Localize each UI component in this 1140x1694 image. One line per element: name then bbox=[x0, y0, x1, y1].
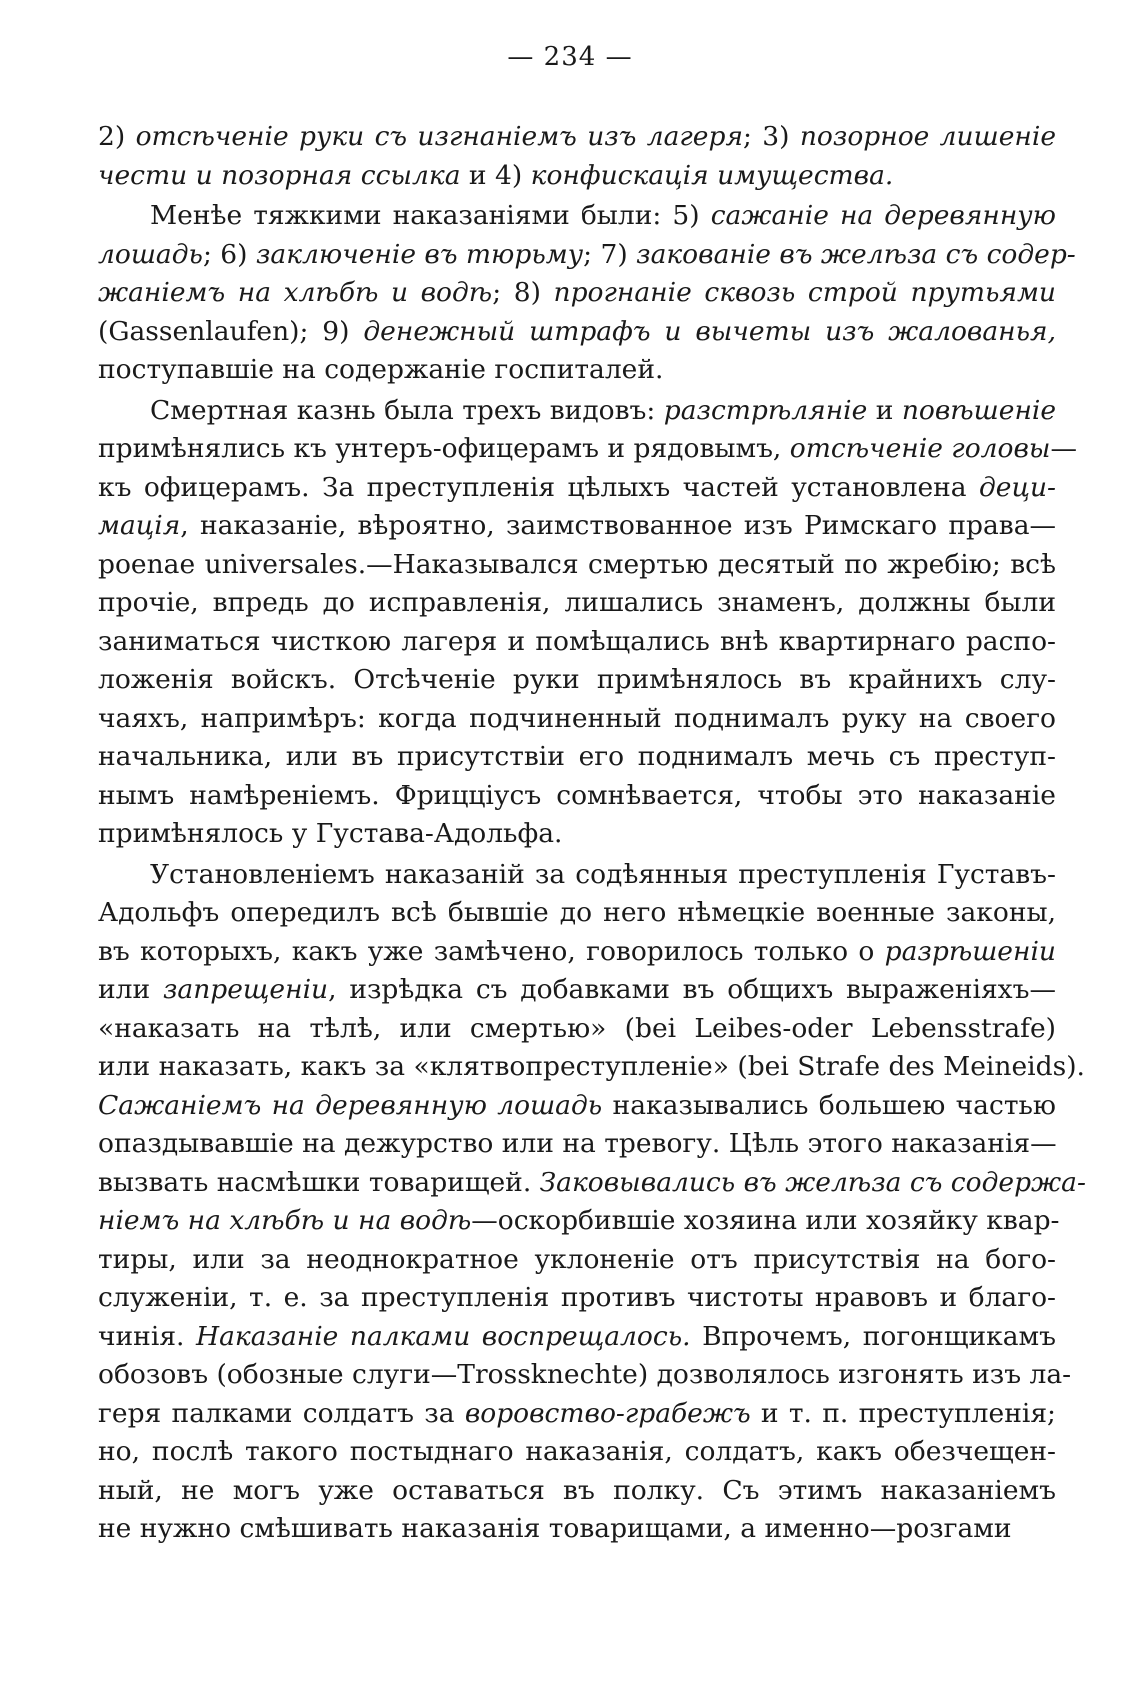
italic-segment: ніемъ на хлѣбѣ и на водѣ bbox=[98, 1205, 472, 1236]
italic-segment: прогнаніе сквозь строй прутьями bbox=[553, 277, 1056, 308]
page-number: — 234 — bbox=[507, 42, 633, 72]
text-segment: обозовъ (обозные слуги—Trossknechte) дозволялось изгонять изъ ла- bbox=[98, 1359, 1072, 1390]
italic-segment: сажаніе на деревянную bbox=[710, 200, 1057, 231]
text-line bbox=[98, 1395, 1056, 1434]
italic-segment: деци- bbox=[979, 471, 1056, 503]
text-segment: или bbox=[98, 974, 163, 1005]
text-segment: ный, не могъ уже оставаться въ полку. Съ этимъ наказаніемъ bbox=[98, 1474, 1056, 1506]
body-text bbox=[98, 118, 1086, 1549]
text-segment: Адольфъ опередилъ всѣ бывшіе до него нѣмецкіе военные законы, bbox=[98, 897, 1056, 928]
text-segment: примѣнялись къ унтеръ-офицерамъ и рядовымъ, bbox=[98, 433, 790, 464]
text-segment: ; 6) bbox=[202, 238, 256, 270]
text-line bbox=[98, 313, 1056, 352]
text-segment: ; 8) bbox=[492, 277, 554, 308]
paragraph bbox=[98, 392, 1077, 854]
text-segment: , наказаніе, вѣроятно, заимствованное изъ Римскаго права— bbox=[180, 510, 1056, 541]
text-segment: и bbox=[867, 394, 902, 426]
text-line bbox=[98, 584, 1056, 623]
text-segment: тиры, или за неоднократное уклоненіе отъ присутствія на бого- bbox=[98, 1243, 1056, 1275]
paragraph bbox=[98, 118, 1056, 195]
text-line bbox=[98, 157, 1056, 196]
text-segment: чаяхъ, напримѣръ: когда подчиненный поднималъ руку на своего bbox=[98, 702, 1056, 734]
text-segment: къ офицерамъ. За преступленія цѣлыхъ частей установлена bbox=[98, 471, 979, 503]
text-segment: служеніи, т. е. за преступленія противъ чистоты нравовъ и благо- bbox=[98, 1282, 1056, 1313]
italic-segment: отсѣченіе головы bbox=[789, 433, 1051, 464]
text-segment: «наказать на тѣлѣ, или смертью» (bei Leibes-oder Lebensstrafe) bbox=[98, 1012, 1056, 1044]
text-segment: , изрѣдка съ добавками въ общихъ выраженіяхъ— bbox=[328, 974, 1056, 1005]
text-line bbox=[98, 1164, 1086, 1203]
text-segment: 2) bbox=[98, 121, 136, 152]
text-line bbox=[98, 118, 1056, 157]
text-line bbox=[98, 894, 1056, 933]
text-segment: Смертная казнь была трехъ видовъ: bbox=[150, 394, 664, 426]
italic-segment: заключеніе въ тюрьму bbox=[255, 238, 584, 270]
text-segment: наказывались большею частью bbox=[602, 1089, 1056, 1121]
text-line bbox=[98, 236, 1076, 275]
text-segment: прочіе, впредь до исправленія, лишались знаменъ, должны были bbox=[98, 587, 1056, 618]
text-segment: Установленіемъ наказаній за содѣянныя преступленія Густавъ- bbox=[150, 858, 1056, 890]
italic-segment: воровство-грабежъ bbox=[464, 1397, 751, 1429]
text-segment: но, послѣ такого постыднаго наказанія, солдатъ, какъ обезчещен- bbox=[98, 1436, 1056, 1467]
text-segment: и 4) bbox=[460, 159, 531, 191]
italic-segment: повѣшеніе bbox=[901, 394, 1057, 426]
italic-segment: отсѣченіе руки съ изгнаніемъ изъ лагеря bbox=[135, 121, 743, 152]
text-line bbox=[98, 1125, 1056, 1164]
text-line bbox=[98, 1318, 1056, 1357]
italic-segment: конфискація имущества. bbox=[530, 159, 894, 191]
text-segment: опаздывавшіе на дежурство или на тревогу. Цѣль этого наказанія— bbox=[98, 1128, 1057, 1159]
text-line bbox=[98, 1087, 1056, 1126]
text-line bbox=[98, 933, 1056, 972]
text-line bbox=[98, 351, 1056, 390]
text-segment: нымъ намѣреніемъ. Фрицціусъ сомнѣвается, чтобы это наказаніе bbox=[98, 779, 1056, 811]
text-line bbox=[98, 777, 1056, 816]
text-segment: начальника, или въ присутствіи его поднималъ мечь съ преступ- bbox=[98, 741, 1056, 772]
text-segment: poenae universales.—Наказывался смертью десятый по жребію; всѣ bbox=[98, 548, 1056, 580]
text-segment: ; 3) bbox=[743, 121, 800, 152]
text-line bbox=[98, 623, 1056, 662]
text-segment: и т. п. преступленія; bbox=[750, 1397, 1056, 1429]
italic-segment: разстрѣляніе bbox=[663, 394, 868, 426]
text-segment: Впрочемъ, погонщикамъ bbox=[690, 1320, 1056, 1352]
text-segment: ; 7) bbox=[583, 238, 637, 270]
text-line bbox=[98, 274, 1056, 313]
text-line bbox=[98, 738, 1056, 777]
text-line bbox=[98, 507, 1056, 546]
text-segment: Менѣе тяжкими наказаніями были: 5) bbox=[150, 200, 711, 231]
text-line bbox=[98, 1356, 1072, 1395]
italic-segment: Сажаніемъ на деревянную лошадь bbox=[98, 1089, 603, 1121]
text-line bbox=[98, 971, 1056, 1010]
text-segment: вызвать насмѣшки товарищей. bbox=[98, 1166, 540, 1198]
text-segment: —оскорбившіе хозяина или хозяйку квар- bbox=[471, 1205, 1060, 1236]
italic-segment: запрещеніи bbox=[162, 974, 329, 1005]
text-segment: поступавшіе на содержаніе госпиталей. bbox=[98, 354, 664, 385]
text-line bbox=[98, 700, 1056, 739]
text-line bbox=[98, 1433, 1056, 1472]
text-line bbox=[98, 661, 1056, 700]
text-line bbox=[98, 392, 1056, 431]
paragraph bbox=[98, 856, 1086, 1549]
text-segment: (Gassenlaufen); 9) bbox=[98, 315, 364, 347]
text-line bbox=[98, 1202, 1060, 1241]
italic-segment: Наказаніе палками воспрещалось. bbox=[195, 1320, 691, 1352]
italic-segment: закованіе въ желѣза съ содер- bbox=[636, 238, 1076, 270]
text-segment: геря палками солдатъ за bbox=[98, 1397, 465, 1429]
text-line bbox=[98, 1010, 1056, 1049]
text-segment: чинія. bbox=[98, 1320, 196, 1352]
italic-segment: жаніемъ на хлѣбѣ и водѣ bbox=[98, 277, 493, 308]
paragraph bbox=[98, 197, 1076, 390]
text-line bbox=[98, 856, 1056, 895]
italic-segment: мація bbox=[98, 510, 181, 541]
text-line bbox=[98, 1510, 1056, 1549]
text-segment: въ которыхъ, какъ уже замѣчено, говорилось только о bbox=[98, 935, 885, 967]
italic-segment: позорное лишеніе bbox=[799, 121, 1057, 152]
italic-segment: денежный штрафъ и вычеты изъ жалованья, bbox=[363, 315, 1056, 347]
italic-segment: чести и позорная ссылка bbox=[98, 159, 461, 191]
text-segment: не нужно смѣшивать наказанія товарищами, а именно—розгами bbox=[98, 1513, 1012, 1544]
text-line bbox=[98, 1241, 1056, 1280]
text-line bbox=[98, 1472, 1056, 1511]
text-segment: — bbox=[1050, 433, 1077, 464]
italic-segment: Заковывались въ желѣза съ содержа- bbox=[539, 1166, 1086, 1198]
text-line bbox=[98, 430, 1077, 469]
text-segment: ложенія войскъ. Отсѣченіе руки примѣнялось въ крайнихъ слу- bbox=[98, 664, 1056, 695]
italic-segment: лошадь bbox=[98, 238, 203, 270]
text-segment: заниматься чисткою лагеря и помѣщались внѣ квартирнаго распо- bbox=[98, 625, 1056, 657]
text-line bbox=[98, 1048, 1085, 1087]
text-line bbox=[98, 469, 1056, 508]
text-segment: примѣнялось у Густава-Адольфа. bbox=[98, 818, 563, 849]
text-line bbox=[98, 197, 1056, 236]
text-line bbox=[98, 815, 1056, 854]
italic-segment: разрѣшеніи bbox=[884, 935, 1056, 967]
text-line bbox=[98, 1279, 1056, 1318]
text-segment: или наказать, какъ за «клятвопреступленіе» (bei Strafe des Meineids). bbox=[98, 1051, 1085, 1082]
text-line bbox=[98, 546, 1056, 585]
